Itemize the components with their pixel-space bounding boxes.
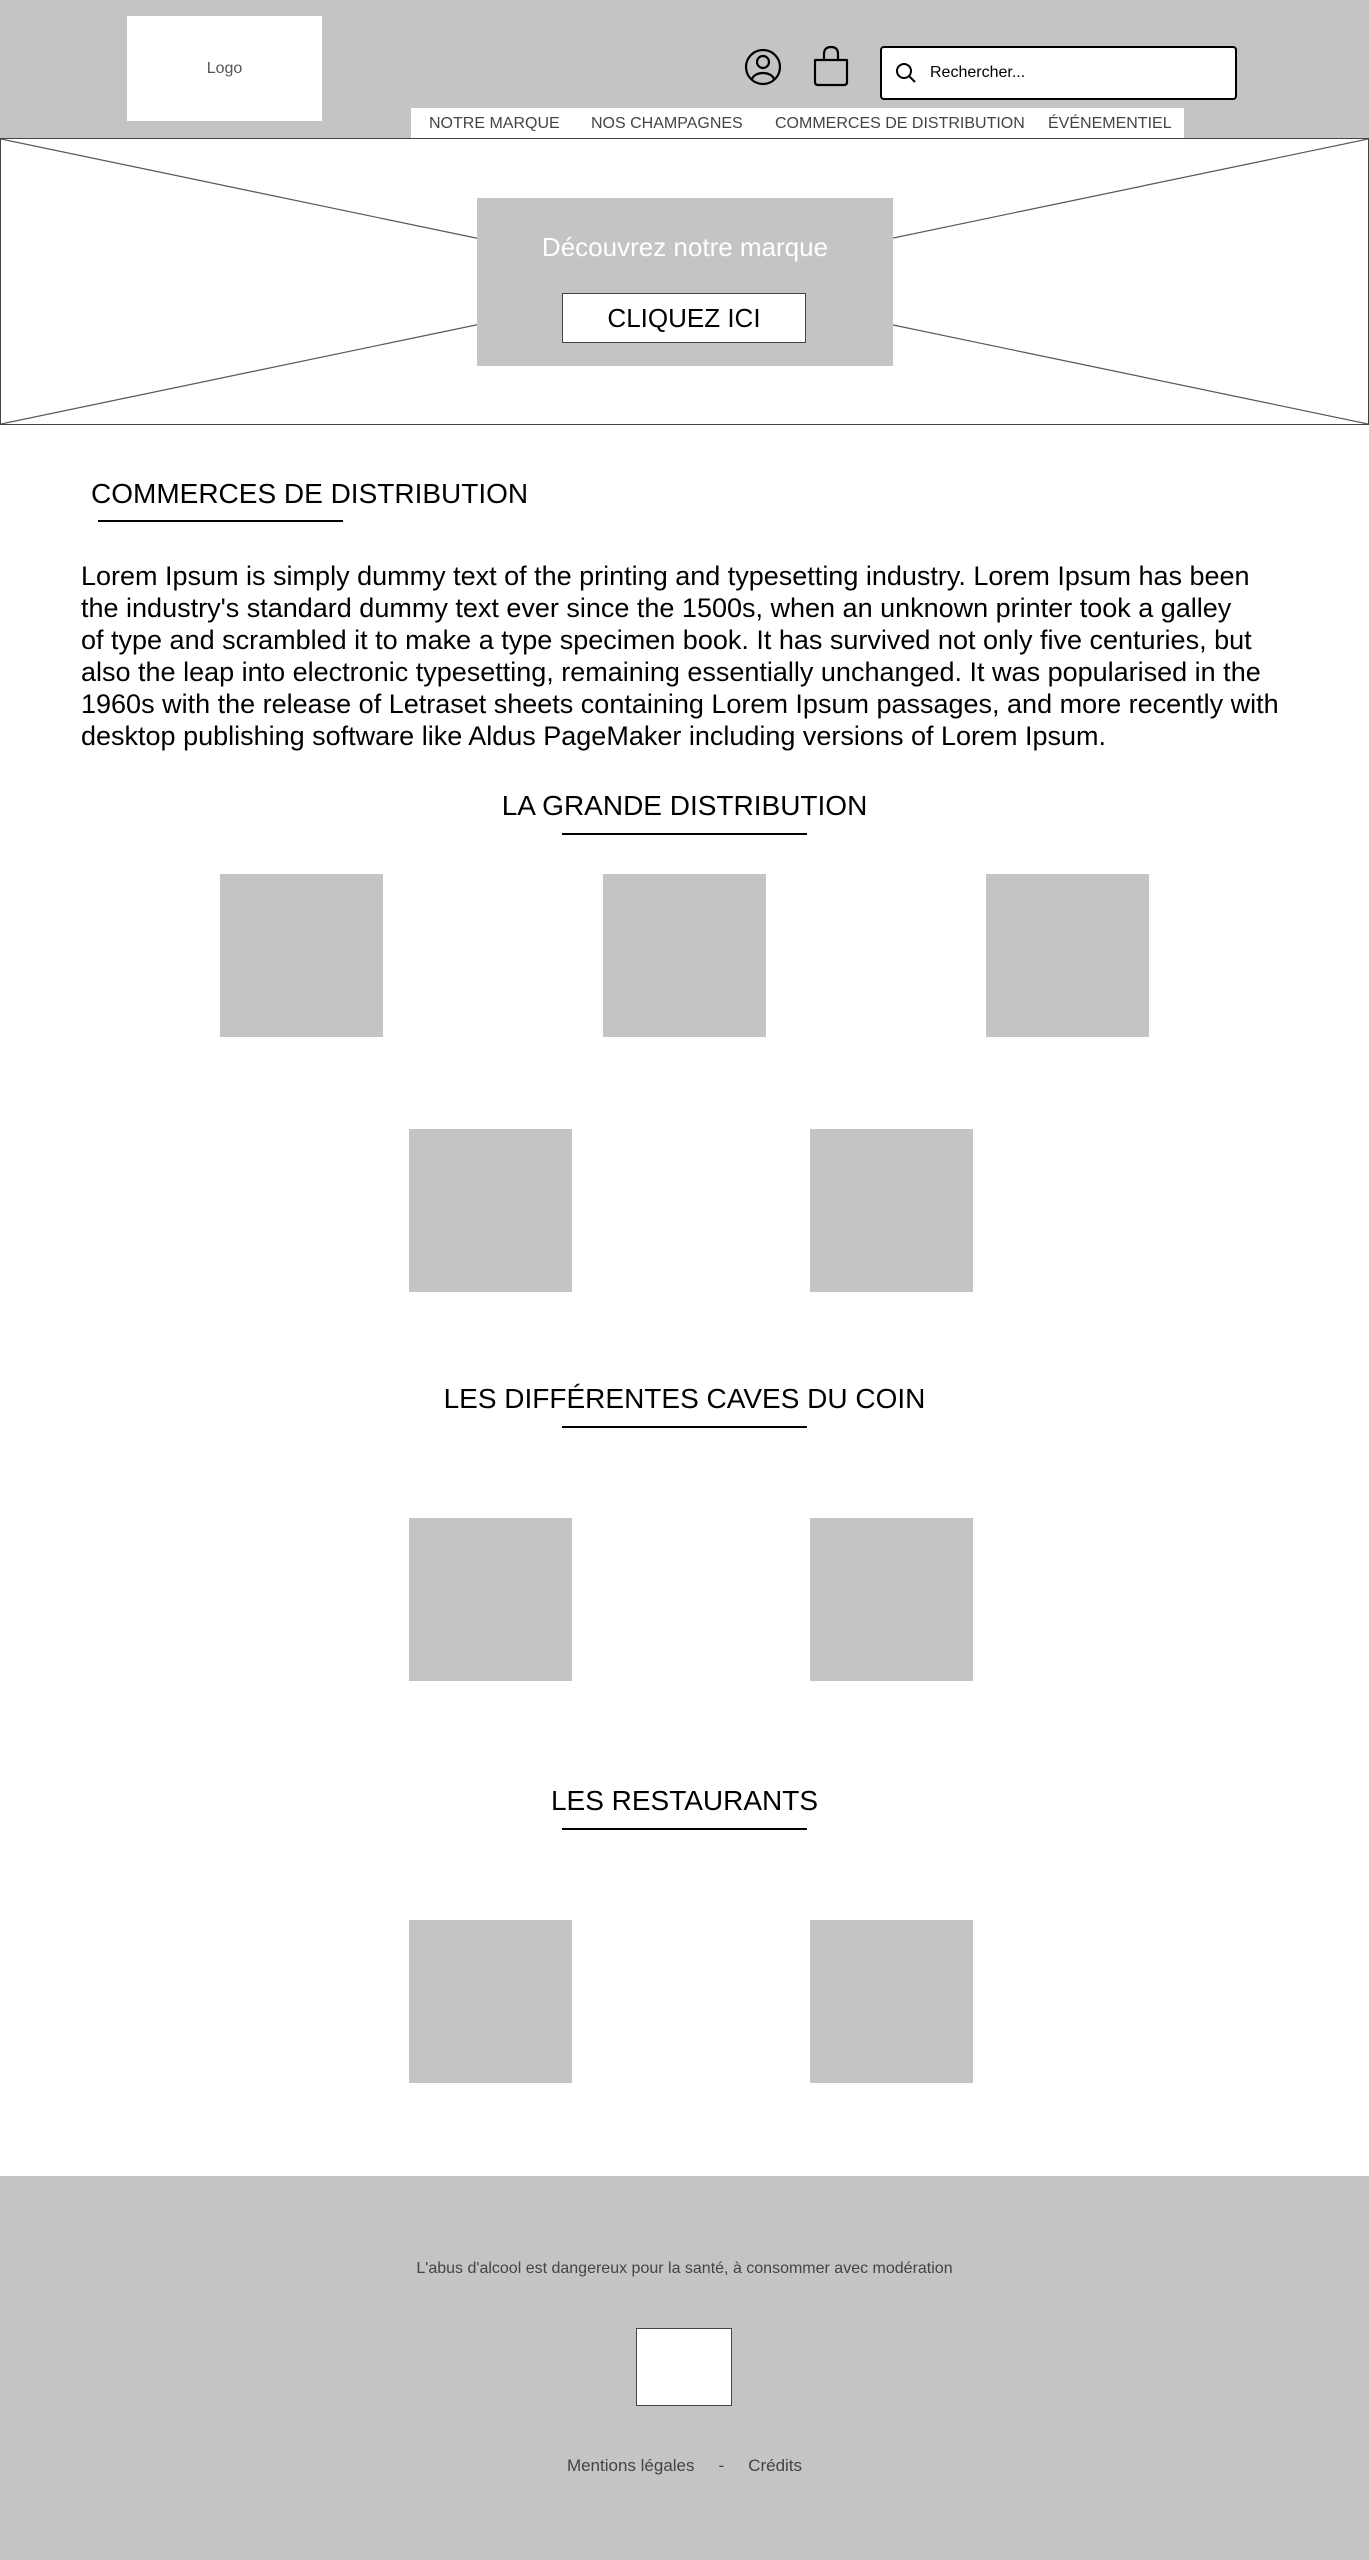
search-icon xyxy=(894,61,918,85)
section-underline xyxy=(562,1426,807,1428)
footer-logo-placeholder xyxy=(636,2328,732,2406)
shopping-bag-icon[interactable] xyxy=(811,44,851,88)
partner-tile[interactable] xyxy=(986,874,1149,1037)
section-title-caves: LES DIFFÉRENTES CAVES DU COIN xyxy=(443,1383,926,1414)
intro-paragraph: Lorem Ipsum is simply dummy text of the printing and typesetting industry. Lorem Ipsum has been the industry's standard dummy text ever since the 1500s, when an unknown printer took a galley of type and scrambled it to make a type specimen book. It has survived not only five centuries, but also the leap into electronic typesetting, remaining essentially unchanged. It was popularised in the 1960s with the release of Letraset sheets containing Lorem Ipsum passages, and more recently with desktop publishing software like Aldus PageMaker including versions of Lorem Ipsum. xyxy=(81,561,1279,751)
partner-tile[interactable] xyxy=(409,1129,572,1292)
partner-tile[interactable] xyxy=(810,1129,973,1292)
legal-link[interactable]: Mentions légales xyxy=(566,2456,695,2475)
health-warning: L'abus d'alcool est dangereux pour la santé, à consommer avec modération xyxy=(416,2260,953,2277)
logo[interactable] xyxy=(127,16,322,121)
restaurant-tile[interactable] xyxy=(409,1920,572,2083)
hero-title: Découvrez notre marque xyxy=(541,232,829,262)
nav-item-commerces-de-distribution[interactable]: COMMERCES DE DISTRIBUTION xyxy=(775,115,1025,132)
footer-links xyxy=(0,2456,1369,2476)
nav-item-evenementiel[interactable]: ÉVÉNEMENTIEL xyxy=(1048,115,1172,132)
cave-tile[interactable] xyxy=(810,1518,973,1681)
header xyxy=(0,0,1369,139)
logo-label: Logo xyxy=(206,59,243,77)
section-title-grande-distribution: LA GRANDE DISTRIBUTION xyxy=(501,790,868,821)
cave-tile[interactable] xyxy=(409,1518,572,1681)
partner-tile[interactable] xyxy=(220,874,383,1037)
cta-button[interactable]: CLIQUEZ ICI xyxy=(562,293,806,343)
footer xyxy=(0,2176,1369,2560)
search-input[interactable] xyxy=(930,64,1210,82)
section-underline xyxy=(562,833,807,835)
hero-banner xyxy=(0,138,1369,425)
search-bar[interactable] xyxy=(880,46,1237,100)
user-icon[interactable] xyxy=(744,48,782,86)
page-title-underline xyxy=(98,520,343,522)
nav-item-nos-champagnes[interactable]: NOS CHAMPAGNES xyxy=(591,115,743,132)
nav-item-notre-marque[interactable]: NOTRE MARQUE xyxy=(429,115,560,132)
footer-separator: - xyxy=(718,2456,725,2475)
page-title: COMMERCES DE DISTRIBUTION xyxy=(91,478,529,509)
section-underline xyxy=(562,1828,807,1830)
restaurant-tile[interactable] xyxy=(810,1920,973,2083)
hero-overlay xyxy=(477,198,893,366)
partner-tile[interactable] xyxy=(603,874,766,1037)
section-title-restaurants: LES RESTAURANTS xyxy=(550,1785,819,1816)
main-nav xyxy=(411,108,1184,139)
credits-link[interactable]: Crédits xyxy=(748,2456,803,2475)
